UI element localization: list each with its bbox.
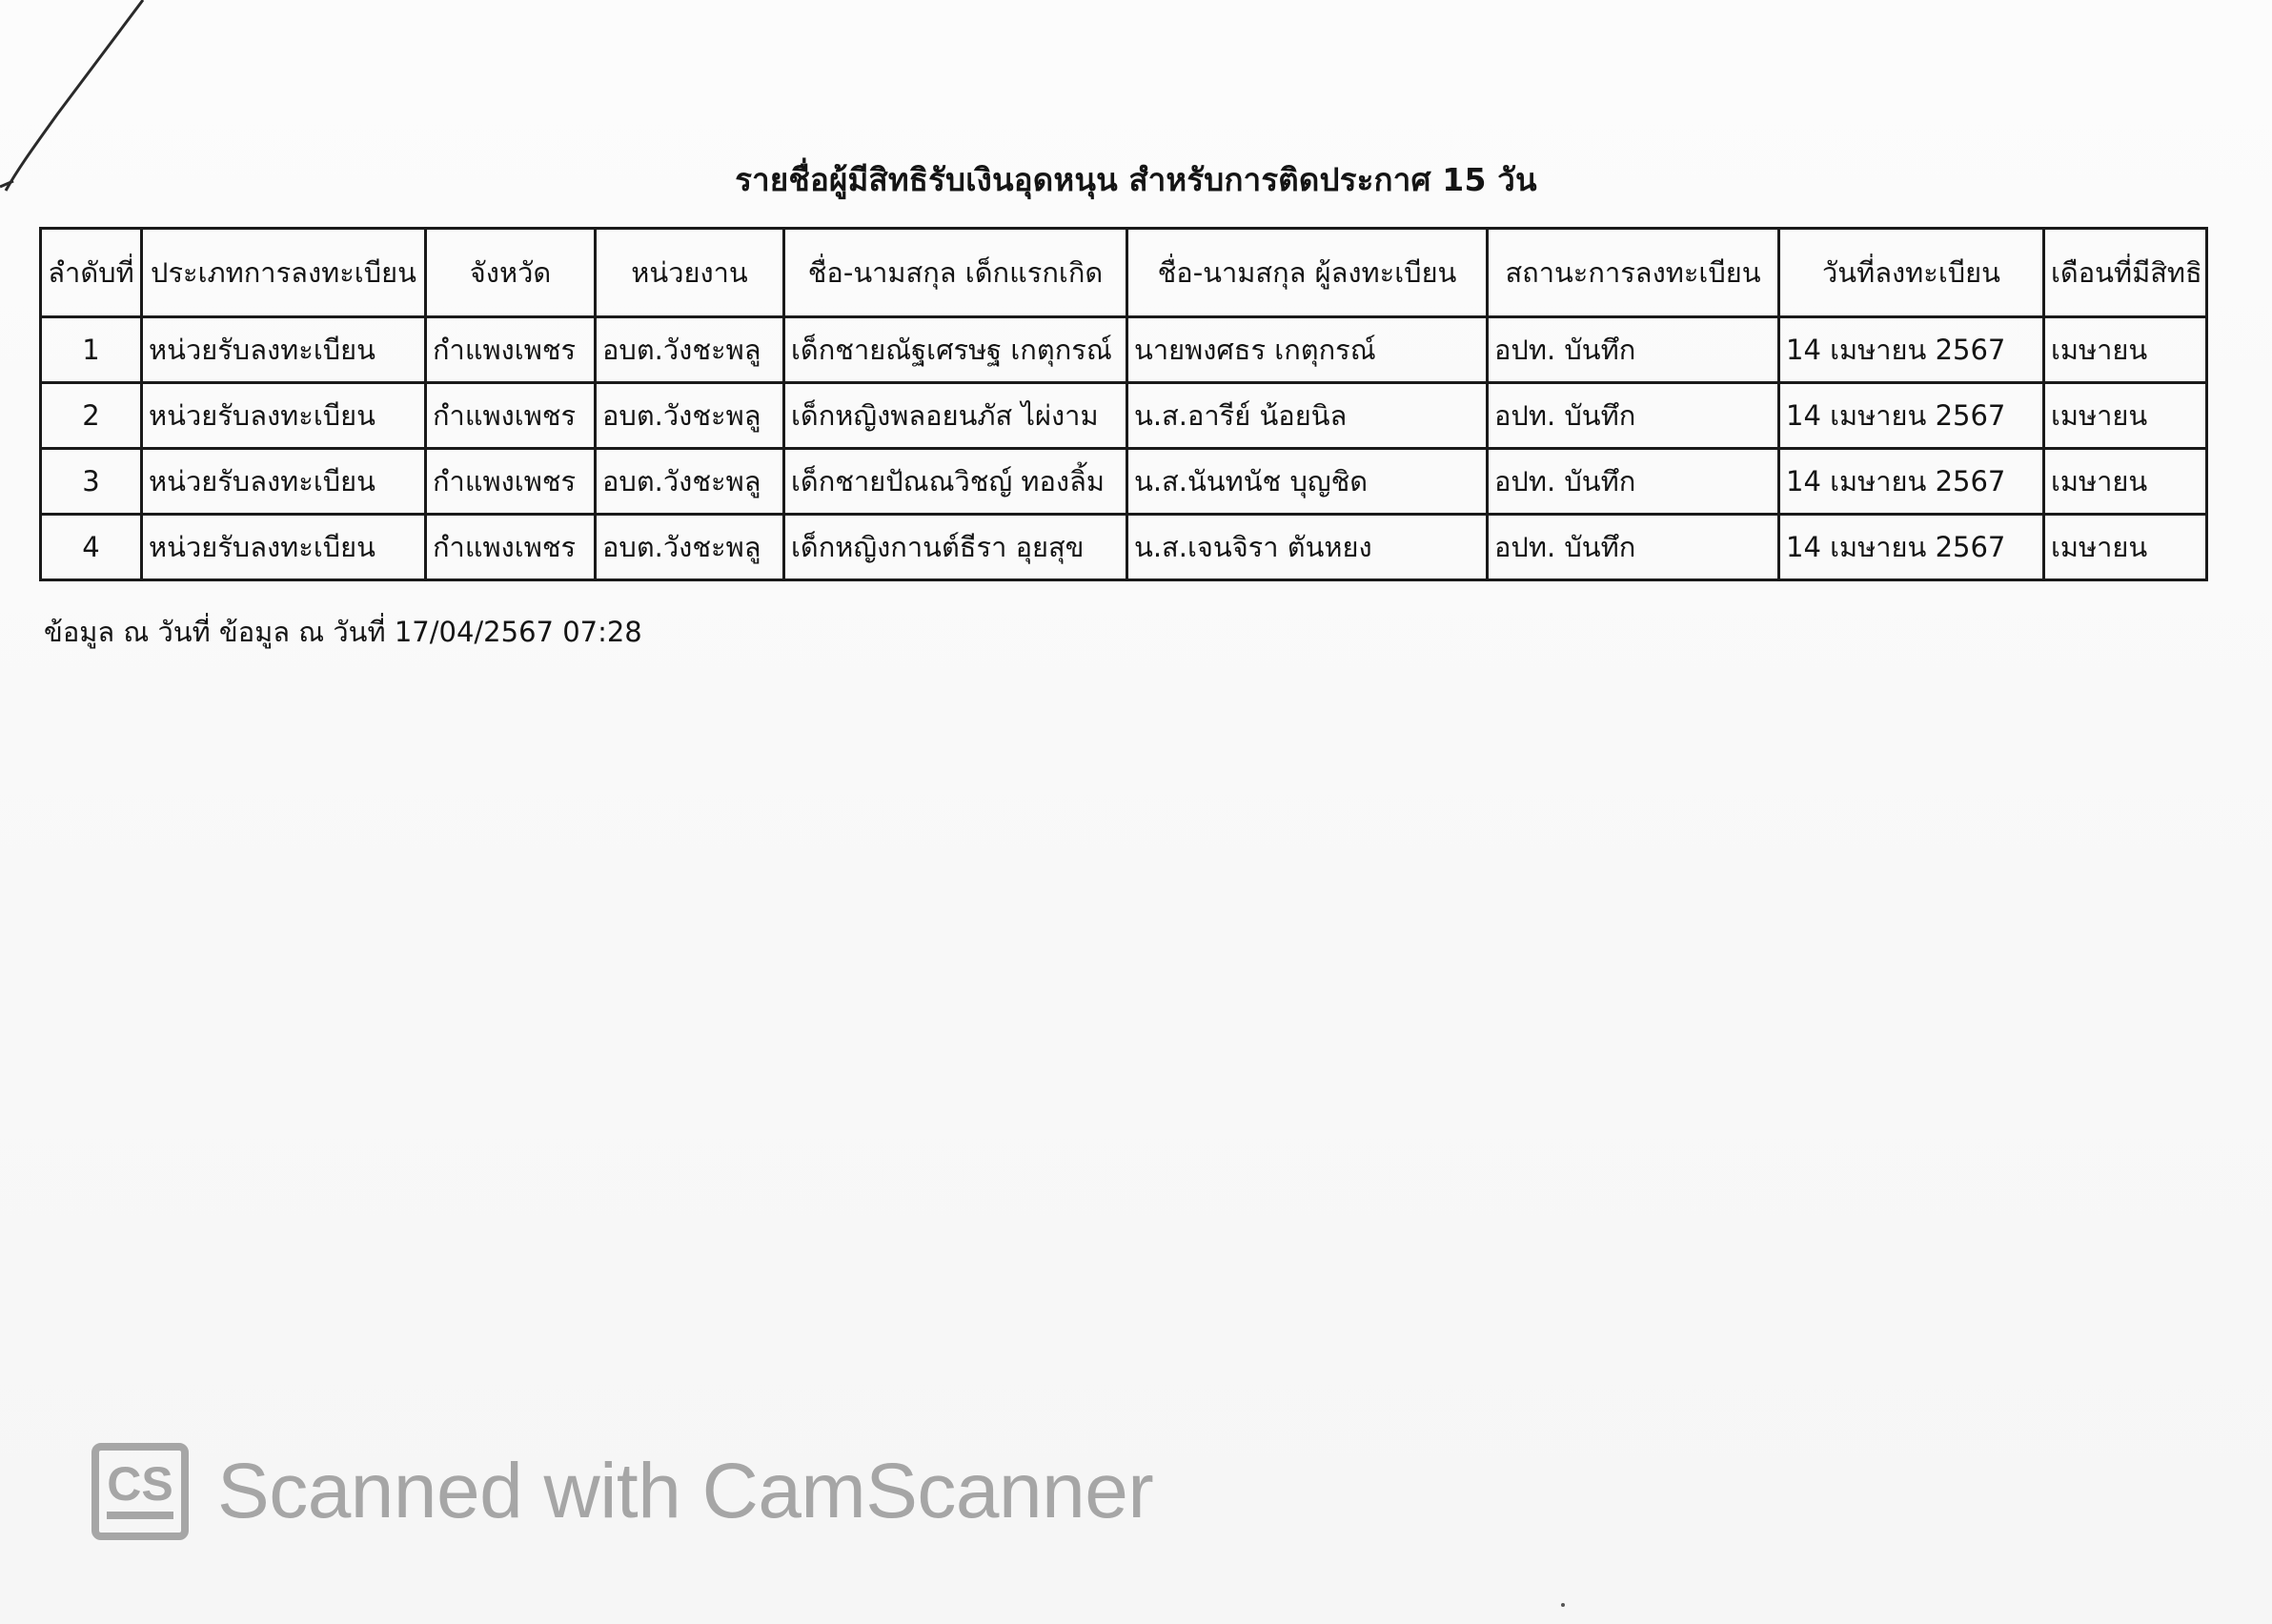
cell-registration-type: หน่วยรับลงทะเบียน (142, 515, 426, 580)
cell-agency: อบต.วังชะพลู (596, 317, 784, 383)
data-timestamp-note: ข้อมูล ณ วันที่ ข้อมูล ณ วันที่ 17/04/2567 07:28 (44, 616, 642, 648)
cell-registration-date: 14 เมษายน 2567 (1779, 449, 2044, 515)
column-header-registration-date: วันที่ลงทะเบียน (1779, 229, 2044, 317)
cell-province: กำแพงเพชร (426, 515, 596, 580)
table-row (41, 317, 2207, 383)
cell-no: 4 (41, 515, 142, 580)
cell-registrant-name: น.ส.เจนจิรา ตันหยง (1127, 515, 1488, 580)
cell-no: 2 (41, 383, 142, 449)
cell-registration-type: หน่วยรับลงทะเบียน (142, 383, 426, 449)
cell-child-name: เด็กหญิงพลอยนภัส ไผ่งาม (784, 383, 1127, 449)
cell-status: อปท. บันทึก (1488, 317, 1779, 383)
camscanner-logo-icon: CS (91, 1443, 189, 1540)
cell-agency: อบต.วังชะพลู (596, 383, 784, 449)
cell-no: 1 (41, 317, 142, 383)
cell-registrant-name: น.ส.อารีย์ น้อยนิล (1127, 383, 1488, 449)
column-header-province: จังหวัด (426, 229, 596, 317)
column-header-registration-type: ประเภทการลงทะเบียน (142, 229, 426, 317)
column-header-status: สถานะการลงทะเบียน (1488, 229, 1779, 317)
column-header-child-name: ชื่อ-นามสกุล เด็กแรกเกิด (784, 229, 1127, 317)
cell-registration-date: 14 เมษายน 2567 (1779, 515, 2044, 580)
cell-registration-date: 14 เมษายน 2567 (1779, 317, 2044, 383)
column-header-no: ลำดับที่ (41, 229, 142, 317)
table-header-row (41, 229, 2207, 317)
cell-status: อปท. บันทึก (1488, 449, 1779, 515)
cell-child-name: เด็กชายปัณณวิชญ์ ทองลิ้ม (784, 449, 1127, 515)
cell-eligible-month: เมษายน (2044, 515, 2207, 580)
cell-registration-date: 14 เมษายน 2567 (1779, 383, 2044, 449)
table-row (41, 383, 2207, 449)
cell-eligible-month: เมษายน (2044, 449, 2207, 515)
cell-registrant-name: นายพงศธร เกตุกรณ์ (1127, 317, 1488, 383)
cell-agency: อบต.วังชะพลู (596, 515, 784, 580)
table-row (41, 449, 2207, 515)
column-header-agency: หน่วยงาน (596, 229, 784, 317)
cell-agency: อบต.วังชะพลู (596, 449, 784, 515)
cell-province: กำแพงเพชร (426, 383, 596, 449)
cell-no: 3 (41, 449, 142, 515)
cell-child-name: เด็กหญิงกานต์ธีรา อุยสุข (784, 515, 1127, 580)
document-title: รายชื่อผู้มีสิทธิรับเงินอุดหนุน สำหรับการติดประกาศ 15 วัน (735, 161, 1537, 198)
cell-registration-type: หน่วยรับลงทะเบียน (142, 317, 426, 383)
cell-province: กำแพงเพชร (426, 317, 596, 383)
cell-province: กำแพงเพชร (426, 449, 596, 515)
beneficiary-table (39, 227, 2208, 581)
cell-status: อปท. บันทึก (1488, 383, 1779, 449)
cell-eligible-month: เมษายน (2044, 383, 2207, 449)
cell-child-name: เด็กชายณัฐเศรษฐ เกตุกรณ์ (784, 317, 1127, 383)
column-header-registrant-name: ชื่อ-นามสกุล ผู้ลงทะเบียน (1127, 229, 1488, 317)
cell-eligible-month: เมษายน (2044, 317, 2207, 383)
cell-registrant-name: น.ส.นันทนัช บุญชิด (1127, 449, 1488, 515)
camscanner-watermark (91, 1443, 1153, 1540)
scan-speck (1561, 1603, 1565, 1607)
column-header-eligible-month: เดือนที่มีสิทธิ (2044, 229, 2207, 317)
watermark-text: Scanned with CamScanner (217, 1448, 1154, 1534)
table-row (41, 515, 2207, 580)
cell-registration-type: หน่วยรับลงทะเบียน (142, 449, 426, 515)
cell-status: อปท. บันทึก (1488, 515, 1779, 580)
